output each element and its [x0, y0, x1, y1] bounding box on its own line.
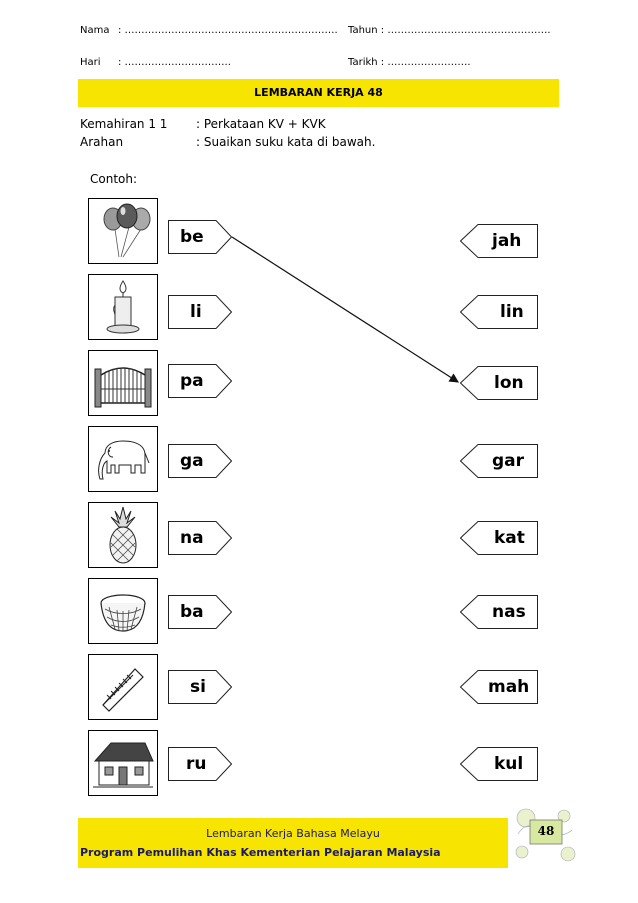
- left-tag-label: ga: [180, 451, 204, 471]
- right-tag-label: kul: [494, 754, 524, 774]
- footer-title: Lembaran Kerja Bahasa Melayu: [206, 827, 380, 840]
- footer-program: Program Pemulihan Khas Kementerian Pelajaran Malaysia: [80, 846, 441, 859]
- hari-field[interactable]: : …………………………..: [118, 57, 231, 68]
- nama-label: Nama: [80, 25, 110, 36]
- left-tag-label: ba: [180, 602, 204, 622]
- page-number: 48: [537, 824, 555, 838]
- hari-label: Hari: [80, 57, 101, 68]
- left-tag-label: pa: [180, 371, 204, 391]
- arahan-label: Arahan: [80, 135, 124, 149]
- left-tag-label: si: [190, 677, 206, 697]
- right-tag-label: mah: [488, 677, 530, 697]
- tarikh-field[interactable]: Tarikh : …………………….: [348, 57, 471, 68]
- right-tag-label: nas: [492, 602, 526, 622]
- left-tag-label: ru: [186, 754, 207, 774]
- right-tag-label: lon: [494, 373, 524, 393]
- contoh-label: Contoh:: [90, 172, 138, 186]
- right-tag-label: gar: [492, 451, 525, 471]
- kemahiran-label: Kemahiran 1 1: [80, 117, 168, 131]
- left-tag-label: na: [180, 528, 204, 548]
- worksheet-title: LEMBARAN KERJA 48: [254, 86, 383, 99]
- right-tag-label: kat: [494, 528, 525, 548]
- left-tag-label: be: [180, 227, 204, 247]
- right-tag-label: lin: [500, 302, 524, 322]
- arahan-value: : Suaikan suku kata di bawah.: [196, 135, 376, 149]
- nama-field[interactable]: : ……………………………………………………….: [118, 25, 338, 36]
- footer-bar: [78, 818, 508, 868]
- kemahiran-value: : Perkataan KV + KVK: [196, 117, 326, 131]
- right-tag-label: jah: [492, 231, 522, 251]
- tahun-field[interactable]: Tahun : ………………………………………….: [348, 25, 551, 36]
- left-tag-label: li: [190, 302, 202, 322]
